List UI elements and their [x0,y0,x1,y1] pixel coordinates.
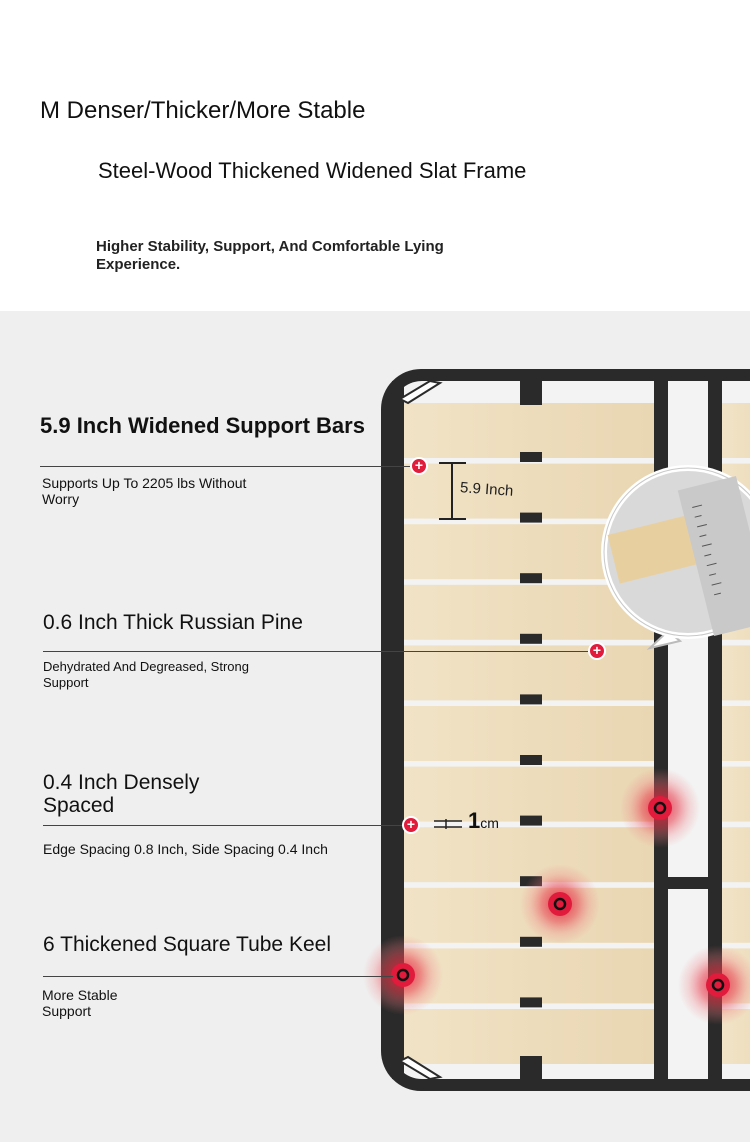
slat-clip [520,997,542,1007]
wood-slat [404,827,654,882]
cross-brace [668,877,708,889]
feature-4-title: 6 Thickened Square Tube Keel [43,933,331,956]
slat-clip [520,513,542,523]
feature-section [0,311,750,1142]
subheadline: Steel-Wood Thickened Widened Slat Frame [98,158,527,183]
feature-2-detail: Dehydrated And Degreased, Strong Support [43,659,249,690]
wood-slat [722,827,750,882]
feature-2-leader-line [43,651,588,652]
headline: M Denser/Thicker/More Stable [40,97,366,124]
feature-1-plus-marker: + [410,457,428,475]
wood-slat [722,706,750,761]
gap-value: 1 [468,808,481,833]
gap-measure-label [468,808,499,834]
feature-2-title: 0.6 Inch Thick Russian Pine [43,611,303,634]
feature-3-detail: Edge Spacing 0.8 Inch, Side Spacing 0.4 Inch [43,841,328,857]
wood-slat [722,888,750,943]
feature-1-title: 5.9 Inch Widened Support Bars [40,413,365,438]
feature-2-plus-marker: + [588,642,606,660]
slat-clip [520,634,542,644]
wood-slat [404,767,654,822]
slat-clip [520,816,542,826]
feature-3-leader-line [43,825,403,826]
intro-section [0,0,750,311]
wood-slat [722,645,750,700]
feature-1-detail: Supports Up To 2205 lbs Without Worry [42,475,247,507]
slat-clip [520,452,542,462]
slat-clip [520,755,542,765]
wood-slat [722,767,750,822]
slat-clip [520,937,542,947]
feature-3-plus-marker: + [402,816,420,834]
clip-bottom [520,1056,542,1080]
wood-slat [404,706,654,761]
slat-clip [520,573,542,583]
wood-slat [404,403,654,458]
feature-3-title: 0.4 Inch Densely Spaced [43,771,200,817]
slat-width-label: 5.9 Inch [459,479,514,500]
slat-clip [520,694,542,704]
feature-4-leader-line [43,976,393,977]
wood-slat [404,1009,654,1064]
feature-4-detail: More Stable Support [42,987,118,1019]
description: Higher Stability, Support, And Comfortable Lying Experience. [96,238,444,273]
gap-unit: cm [480,815,499,831]
feature-1-leader-line [40,466,410,467]
clip-top [520,381,542,405]
wood-slat [722,403,750,458]
wood-slat [404,645,654,700]
